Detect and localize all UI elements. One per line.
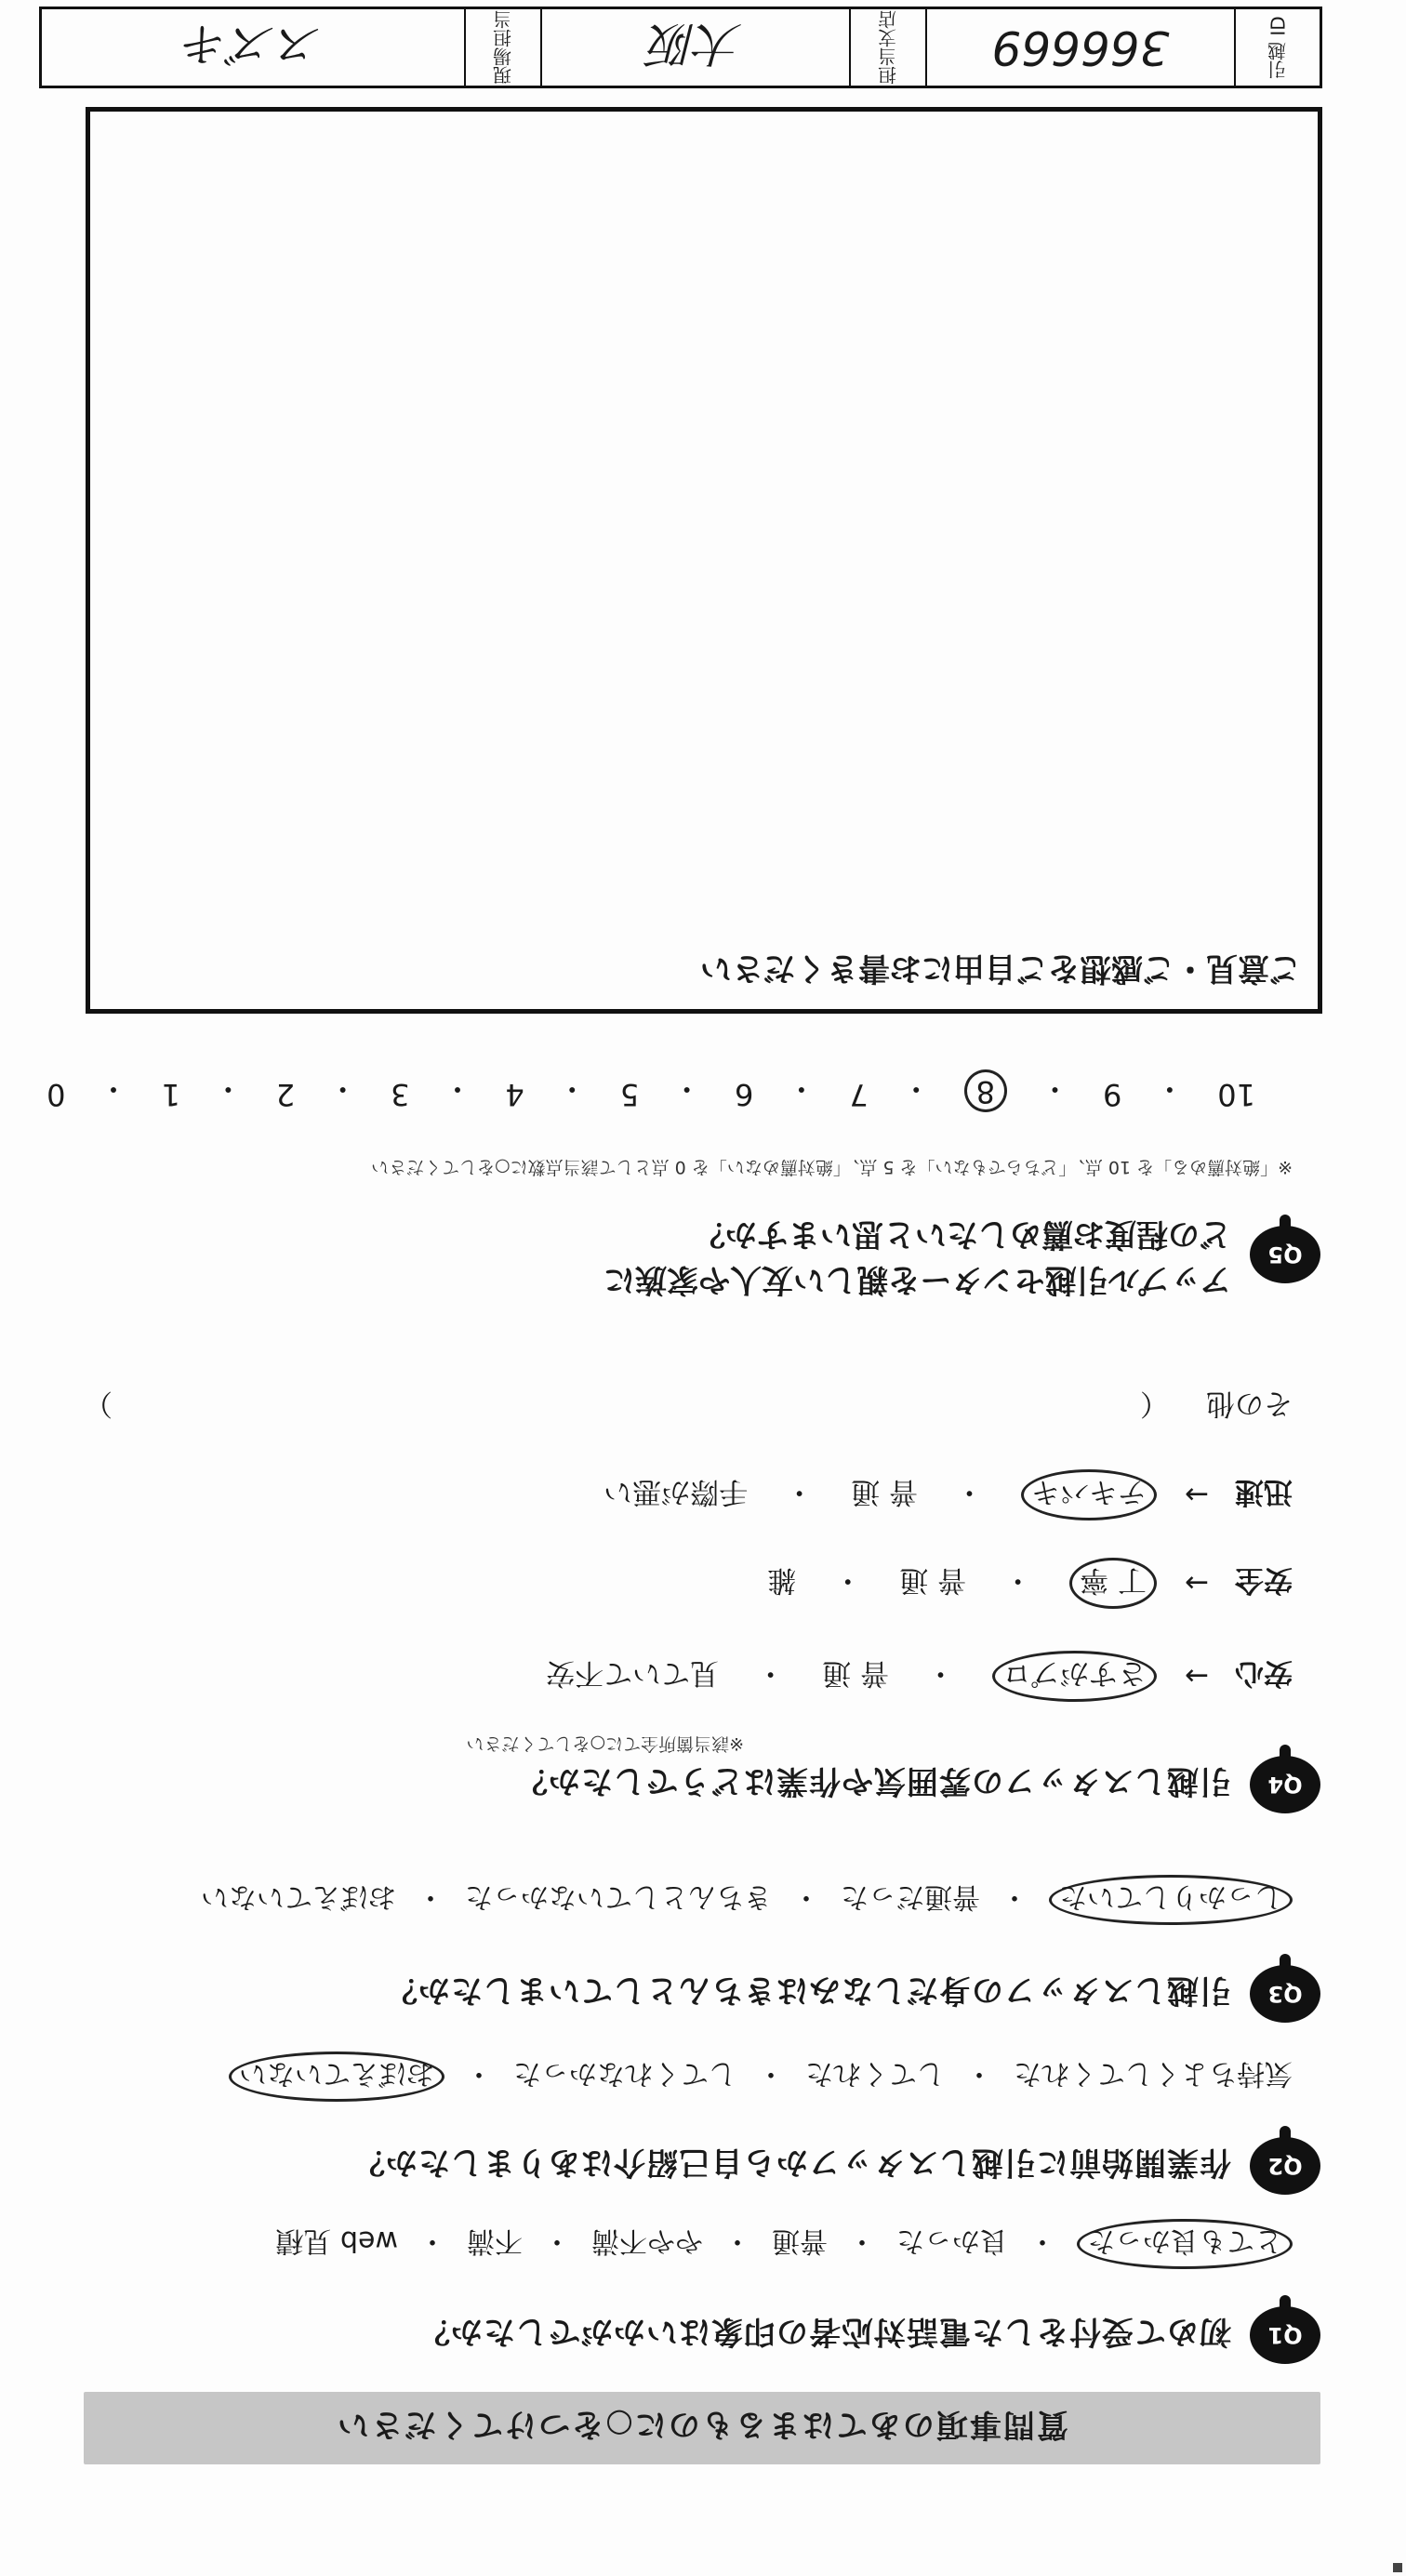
q1-option-very-good[interactable]: とても良かった [1077, 2219, 1293, 2269]
q5-question-line2: どの程度お薦めしたいと思いますか？ [694, 1215, 1231, 1253]
survey-sheet [28, 0, 1348, 2576]
q1-option-slightly-unsatisfied[interactable]: やや不満 [591, 2224, 703, 2257]
q3-option-normal[interactable]: 普通だった [841, 1880, 980, 1913]
arrow-right-icon: → [1185, 1566, 1209, 1600]
q4-option-anxious[interactable]: 見ていて不安 [546, 1656, 720, 1690]
q4-option-careful[interactable]: 丁 寧 [1069, 1558, 1157, 1609]
q5-score-6[interactable]: 6 [735, 1077, 754, 1112]
q1-row [418, 2306, 1320, 2364]
q2-option-pleasantly[interactable]: 気持ちよくしてくれた [1014, 2057, 1293, 2090]
q3-option-dont-remember[interactable]: おぼえていない [201, 1880, 396, 1913]
q3-row [385, 1965, 1320, 2023]
arrow-right-icon: → [1185, 1659, 1209, 1693]
site-leader-value: スズキ [183, 17, 323, 71]
q1-option-normal[interactable]: 普通 [772, 2224, 828, 2257]
q5-score-10[interactable]: 10 [1217, 1077, 1255, 1112]
q5-score-4[interactable]: 4 [505, 1077, 524, 1112]
q5-score-3[interactable]: 3 [391, 1077, 410, 1112]
q2-option-did-not[interactable]: してくれなかった [513, 2057, 736, 2090]
q2-badge: Q2 [1250, 2137, 1320, 2195]
q4-option-clumsy[interactable]: 手際が悪い [604, 1475, 749, 1508]
q4-label-reassurance: 安心 [1235, 1656, 1293, 1690]
q4-row [515, 1756, 1320, 1813]
comment-title: ご意見・ご感想をご自由にお書きください [700, 949, 1301, 987]
q4-row-other [84, 1386, 1293, 1427]
branch-value: 大阪 [540, 9, 849, 86]
scan-corner-mark [1393, 2563, 1402, 2572]
q4-row-speed: 迅速 → テキパキ ・ 普 通 ・ 手際が悪い [604, 1469, 1293, 1520]
q4-badge: Q4 [1250, 1756, 1320, 1813]
move-id-label: 引越 ID [1234, 9, 1320, 86]
q1-question: 初めて受付をした電話対応者の印象はいかがでしたか？ [418, 2313, 1231, 2351]
q4-option-normal-1[interactable]: 普 通 [822, 1656, 890, 1690]
q4-option-normal-2[interactable]: 普 通 [899, 1563, 967, 1597]
q4-label-safety: 安全 [1235, 1563, 1293, 1597]
q3-question: 引越しスタッフの身だしなみはきちんとしていましたか？ [385, 1972, 1231, 2010]
branch-label: 担当支店 [849, 9, 925, 86]
instructions-text: 質問事項のあてはまるものに○をつけてください [336, 2406, 1068, 2444]
q4-other-close: ） [84, 1387, 113, 1420]
q4-option-professional[interactable]: さすがプロ [992, 1651, 1157, 1702]
q2-row [352, 2137, 1320, 2195]
q5-question-line1: アップル引越センターを親しい友人や家族に [604, 1261, 1231, 1298]
q4-option-normal-3[interactable]: 普 通 [851, 1475, 919, 1508]
q3-badge: Q3 [1250, 1965, 1320, 2023]
q2-option-did[interactable]: してくれた [805, 2057, 945, 2090]
q4-row-safety: 安全 → 丁 寧 ・ 普 通 ・ 雑 [767, 1558, 1293, 1609]
q2-question: 作業開始前に引越しスタッフから自己紹介はありましたか？ [352, 2144, 1231, 2182]
q5-score-5[interactable]: 5 [619, 1077, 640, 1112]
q2-option-dont-remember[interactable]: おぼえていない [229, 2052, 444, 2102]
q1-option-web-estimate[interactable]: web 見積 [275, 2224, 398, 2257]
q5-score-1[interactable]: 1 [161, 1077, 180, 1112]
q5-score-8[interactable]: 8 [964, 1069, 1007, 1112]
info-table [39, 7, 1322, 88]
q4-option-brisk[interactable]: テキパキ [1021, 1469, 1157, 1520]
q5-scale: 10 ・ 9 ・ 8 ・ 7 ・ 6 ・ 5 ・ 4 ・ 3 ・ 2 ・ 1 ・ 0 [46, 1071, 1255, 1112]
q5-score-0[interactable]: 0 [46, 1077, 66, 1112]
move-id-value: 366669 [925, 9, 1234, 86]
q4-question: 引越しスタッフの雰囲気や作業はどうでしたか？ [515, 1762, 1231, 1800]
q5-badge: Q5 [1250, 1226, 1320, 1283]
q3-options: しっかりしていた ・ 普通だった ・ きちんとしていなかった ・ おぼえていない [201, 1875, 1293, 1925]
q4-label-other: その他 [1206, 1387, 1293, 1420]
q4-label-speed: 迅速 [1235, 1475, 1293, 1508]
instructions-header [84, 2392, 1320, 2464]
q5-note: ※「絶対薦める」を 10 点、「どちらでもない」を 5 点、「絶対薦めない」を 0 点として該当点数に○をしてください [371, 1157, 1293, 1177]
q4-note: ※該当箇所全てに○をしてください [466, 1733, 744, 1754]
q1-option-good[interactable]: 良かった [896, 2224, 1008, 2257]
q5-row [604, 1210, 1320, 1302]
q4-row-reassurance: 安心 → さすがプロ ・ 普 通 ・ 見ていて不安 [546, 1651, 1293, 1702]
q1-badge: Q1 [1250, 2306, 1320, 2364]
site-leader-label: 現場担当 [464, 9, 540, 86]
q1-option-unsatisfied[interactable]: 不満 [467, 2224, 523, 2257]
comment-box[interactable] [86, 107, 1322, 1014]
q1-options: とても良かった ・ 良かった ・ 普通 ・ やや不満 ・ 不満 ・ web 見積 [275, 2219, 1293, 2269]
q5-score-7[interactable]: 7 [849, 1077, 869, 1112]
q4-other-open: （ [1140, 1387, 1169, 1420]
q2-options: 気持ちよくしてくれた ・ してくれた ・ してくれなかった ・ おぼえていない [229, 2052, 1293, 2102]
arrow-right-icon: → [1185, 1478, 1209, 1512]
q5-score-9[interactable]: 9 [1102, 1077, 1122, 1112]
q5-score-2[interactable]: 2 [275, 1077, 296, 1112]
q4-option-rough[interactable]: 雑 [767, 1563, 797, 1597]
q3-option-not-neat[interactable]: きちんとしていなかった [465, 1880, 772, 1913]
q3-option-neat[interactable]: しっかりしていた [1049, 1875, 1293, 1925]
